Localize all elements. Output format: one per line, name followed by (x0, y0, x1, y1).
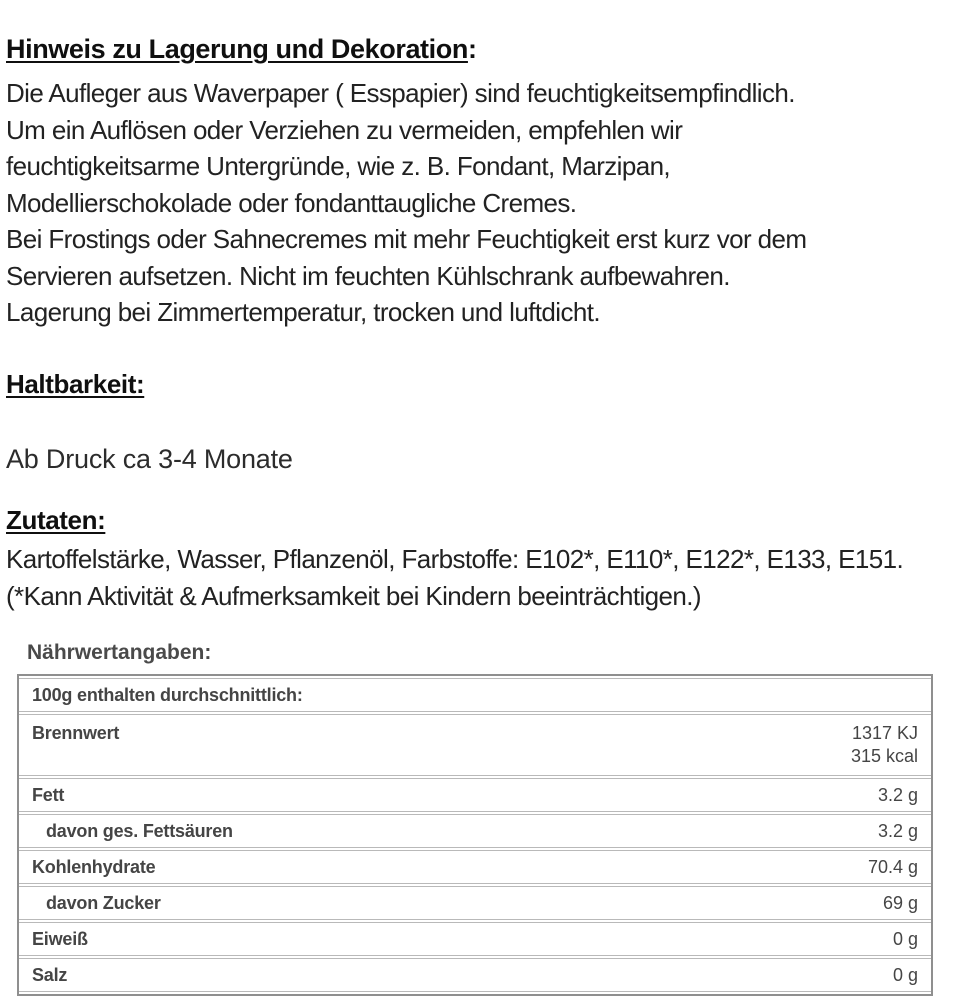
nutrition-row-label: Salz (32, 964, 68, 985)
storage-paragraph (6, 75, 970, 331)
storage-heading-colon: : (467, 34, 477, 64)
nutrition-row-zucker (19, 886, 931, 920)
nutrition-table (17, 674, 933, 996)
nutrition-row-fettsaeuren (19, 814, 931, 848)
storage-line: Lagerung bei Zimmertemperatur, trocken und luftdicht. (6, 297, 600, 327)
nutrition-row-label: davon ges. Fettsäuren (46, 820, 233, 841)
ingredients-line: Kartoffelstärke, Wasser, Pflanzenöl, Farbstoffe: E102*, E110*, E122*, E133, E151. (6, 543, 904, 574)
shelf-life-heading (6, 369, 970, 399)
nutrition-row-value: 3.2 g (877, 784, 918, 805)
nutrition-row-fett (19, 778, 931, 812)
storage-line: Um ein Auflösen oder Verziehen zu vermeiden, empfehlen wir (6, 114, 683, 145)
ingredients-line: (*Kann Aktivität & Aufmerksamkeit bei Kindern beeinträchtigen.) (6, 580, 701, 611)
storage-line: Modellierschokolade oder fondanttaugliche Cremes. (6, 187, 577, 218)
nutrition-value-kcal: 315 kcal (850, 745, 918, 766)
nutrition-row-value: 3.2 g (877, 820, 918, 841)
storage-heading-text: Hinweis zu Lagerung und Dekoration (6, 34, 468, 64)
nutrition-row-value (838, 715, 931, 775)
nutrition-value-kj: 1317 KJ (851, 722, 918, 743)
storage-line: Servieren aufsetzen. Nicht im feuchten Kühlschrank aufbewahren. (6, 260, 730, 291)
shelf-life-text: Ab Druck ca 3-4 Monate (6, 443, 293, 474)
nutrition-row-label: Eiweiß (32, 928, 88, 949)
nutrition-row-label: Brennwert (32, 722, 120, 743)
nutrition-row-label: Fett (32, 784, 65, 805)
nutrition-table-header-row (19, 678, 931, 712)
nutrition-row-label: Kohlenhydrate (32, 856, 156, 877)
nutrition-row-salz (19, 958, 931, 992)
nutrition-row-value: 69 g (882, 892, 918, 913)
storage-heading (6, 34, 970, 64)
storage-line: Die Aufleger aus Waverpaper ( Esspapier) sind feuchtigkeitsempfindlich. (6, 78, 795, 108)
nutrition-row-value: 70.4 g (867, 856, 918, 877)
nutrition-row-brennwert (19, 714, 931, 776)
ingredients-heading-text: Zutaten: (6, 504, 106, 535)
nutrition-table-header-text: 100g enthalten durchschnittlich: (32, 684, 303, 705)
storage-line: feuchtigkeitsarme Untergründe, wie z. B. Fondant, Marzipan, (6, 151, 671, 181)
storage-line: Bei Frostings oder Sahnecremes mit mehr Feuchtigkeit erst kurz vor dem (6, 224, 807, 254)
nutrition-row-eiweiss (19, 922, 931, 956)
ingredients-heading (6, 505, 970, 535)
nutrition-row-value: 0 g (892, 928, 918, 949)
ingredients-paragraph (6, 541, 970, 615)
nutrition-label: Nährwertangaben: (27, 640, 212, 664)
nutrition-row-value: 0 g (892, 964, 918, 985)
shelf-life-heading-text: Haltbarkeit: (6, 368, 145, 399)
nutrition-row-kohlenhydrate (19, 850, 931, 884)
nutrition-row-label: davon Zucker (46, 892, 161, 913)
